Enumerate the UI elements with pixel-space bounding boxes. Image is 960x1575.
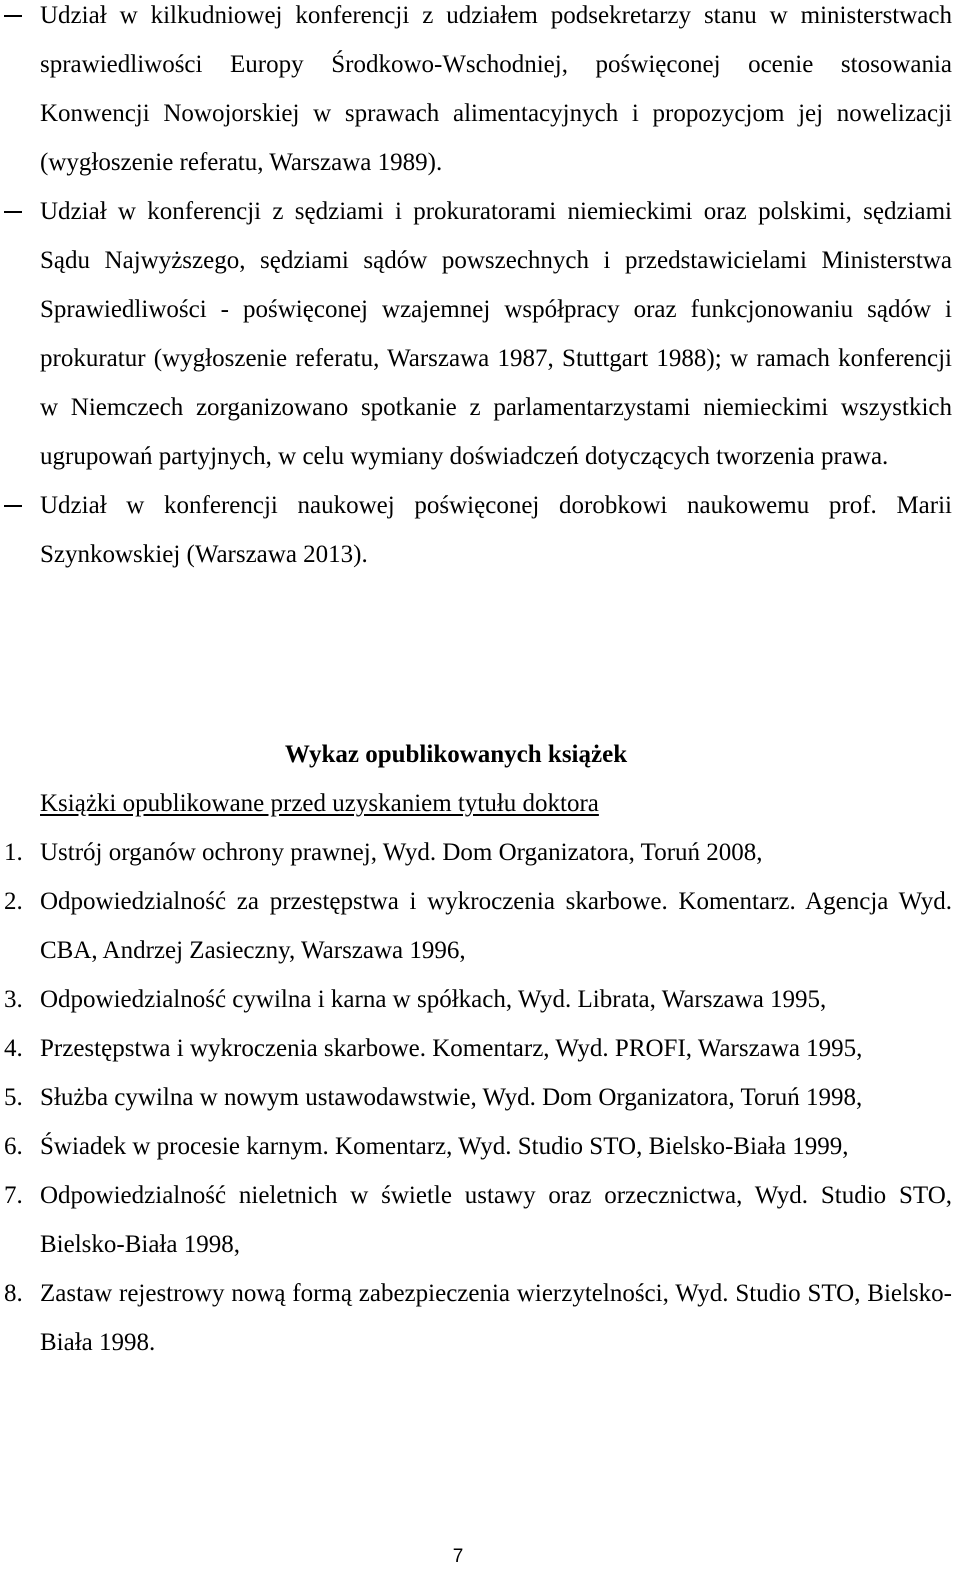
list-item bbox=[0, 877, 960, 975]
list-item bbox=[0, 1122, 960, 1171]
list-number: 3. bbox=[4, 986, 23, 1013]
conference-entry: Udział w kilkudniowej konferencji z udziałem podsekretarzy stanu w ministerstwach sprawiedliwości Europy Środkowo-Wschodniej, poświęconej ocenie stosowania Konwencji Nowojorskiej w sprawach alimentacyjnych i propozycjom jej nowelizacji (wygłoszenie referatu, Warszawa 1989). bbox=[40, 2, 952, 176]
section-heading: Wykaz opublikowanych książek bbox=[284, 741, 628, 768]
list-item bbox=[0, 1024, 960, 1073]
book-entry: Odpowiedzialność za przestępstwa i wykroczenia skarbowe. Komentarz. Agencja Wyd. CBA, Andrzej Zasieczny, Warszawa 1996, bbox=[40, 888, 952, 964]
list-number: 4. bbox=[4, 1035, 23, 1062]
list-item bbox=[0, 975, 960, 1024]
book-entry: Służba cywilna w nowym ustawodawstwie, Wyd. Dom Organizatora, Toruń 1998, bbox=[40, 1084, 863, 1111]
list-number: 5. bbox=[4, 1084, 23, 1111]
list-number: 1. bbox=[4, 839, 23, 866]
section-subheading: Książki opublikowane przed uzyskaniem tytułu doktora bbox=[40, 790, 599, 817]
book-entry: Świadek w procesie karnym. Komentarz, Wyd. Studio STO, Bielsko-Biała 1999, bbox=[40, 1133, 849, 1160]
list-item bbox=[0, 0, 960, 187]
list-item bbox=[0, 187, 960, 481]
book-entry: Przestępstwa i wykroczenia skarbowe. Komentarz, Wyd. PROFI, Warszawa 1995, bbox=[40, 1035, 863, 1062]
dash-bullet-icon bbox=[4, 211, 22, 213]
list-item bbox=[0, 1269, 960, 1367]
list-item bbox=[0, 1171, 960, 1269]
list-number: 7. bbox=[4, 1182, 23, 1209]
book-list bbox=[0, 828, 960, 1367]
list-number: 6. bbox=[4, 1133, 23, 1160]
list-number: 8. bbox=[4, 1280, 23, 1307]
conference-entry: Udział w konferencji z sędziami i prokuratorami niemieckimi oraz polskimi, sędziami Sądu Najwyższego, sędziami sądów powszechnych i przedstawicielami Ministerstwa Sprawiedliwości - poświęconej wzajemnej współpracy oraz funkcjonowaniu sądów i prokuratur (wygłoszenie referatu, Warszawa 1987, Stuttgart 1988); w ramach konferencji w Niemczech zorganizowano spotkanie z parlamentarzystami niemieckimi wszystkich ugrupowań partyjnych, w celu wymiany doświadczeń dotyczących tworzenia prawa. bbox=[40, 198, 952, 470]
dash-bullet-icon bbox=[4, 15, 22, 17]
conference-list bbox=[0, 0, 960, 579]
list-item bbox=[0, 1073, 960, 1122]
dash-bullet-icon bbox=[4, 505, 22, 507]
book-entry: Zastaw rejestrowy nową formą zabezpieczenia wierzytelności, Wyd. Studio STO, Bielsko-Biała 1998. bbox=[40, 1280, 952, 1356]
page-number: 7 bbox=[452, 1546, 464, 1567]
list-item bbox=[0, 481, 960, 579]
book-entry: Odpowiedzialność cywilna i karna w spółkach, Wyd. Librata, Warszawa 1995, bbox=[40, 986, 827, 1013]
book-entry: Odpowiedzialność nieletnich w świetle ustawy oraz orzecznictwa, Wyd. Studio STO, Bielsko-Biała 1998, bbox=[40, 1182, 952, 1258]
list-item bbox=[0, 828, 960, 877]
conference-entry: Udział w konferencji naukowej poświęconej dorobkowi naukowemu prof. Marii Szynkowskiej (Warszawa 2013). bbox=[40, 492, 952, 568]
book-entry: Ustrój organów ochrony prawnej, Wyd. Dom Organizatora, Toruń 2008, bbox=[40, 839, 763, 866]
list-number: 2. bbox=[4, 888, 23, 915]
